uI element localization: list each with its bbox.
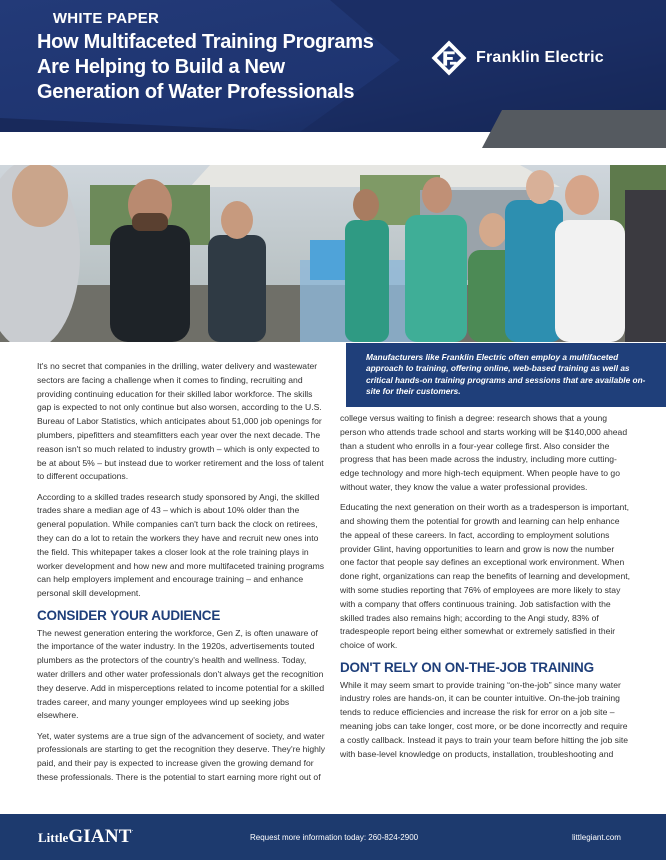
contact-phone: Request more information today: 260-824-2900	[250, 833, 419, 842]
photo-caption: Manufacturers like Franklin Electric often employ a multifaceted approach to training, offering online, web-based training as well as critical hands-on training programs and sessions that are available on-site for their customers.	[346, 343, 666, 407]
page-header	[0, 0, 666, 165]
logo-little: Little	[38, 830, 69, 845]
right-column	[340, 412, 630, 768]
paragraph: According to a skilled trades research study sponsored by Angi, the skilled trades share a median age of 43 – which is about 10% older than the general population. While companies can't turn back the clock on retirees, they can do a lot to retain the workers they have and recruit new ones into the field. This whitepaper takes a closer look at the role training plays in worker development and how new and more multifaceted training programs can help employers implement and encourage training – and enhance personal skill development.	[37, 491, 325, 599]
paragraph: Yet, water systems are a true sign of the advancement of society, and water professionals are starting to get the recognition they deserve. They're highly paid, and their pay is expected to increase given the growing demand for these professionals. There is the potential to start earning more right out of	[37, 730, 326, 783]
page-footer	[0, 814, 666, 860]
little-giant-logo	[38, 826, 134, 848]
paragraph: Educating the next generation on their worth as a tradesperson is important, and showing them the potential for growth and learning can help enhance the appeal of these careers. In fact, according to employment solutions provider Glint, having opportunities to learn and grow is now the number one factor that people say defines an exceptional work environment. When done right, organizations can reap the benefits of learning and development, with some studies reporting that 76% of employees are more likely to stay with a company that offers continuous training. Job satisfaction with the skilled trades also remains high; according to the Angi study, 83% of tradespeople report being either somewhat or extremely satisfied in their choice of work.	[340, 502, 630, 651]
logo-mark: .	[131, 826, 134, 833]
white-paper-tag-shape	[482, 110, 666, 148]
franklin-electric-emblem-icon	[430, 39, 468, 77]
hero-photo	[0, 165, 666, 342]
paragraph: college versus waiting to finish a degree: research shows that a young person who attends trade school and starts working will be $140,000 ahead than a student who enrolls in a four-year college first. Also consider the progress that has been made across the industry, including more cutting-edge technology and more high-tech equipment. When people have to go without water, they know the value a water professional provides.	[340, 413, 628, 492]
franklin-electric-logo	[430, 38, 630, 78]
white-paper-tag: WHITE PAPER	[52, 10, 160, 27]
section-heading: DON'T RELY ON ON-THE-JOB TRAINING	[340, 659, 594, 675]
left-column	[37, 360, 327, 791]
photo-group-training-event-icon	[0, 165, 666, 342]
paragraph: The newest generation entering the workforce, Gen Z, is often unaware of the importance of the water industry. In the 1920s, advertisements touted plumbers as the protectors of the country's health and wellness. Today, water drillers and other water professionals don't always get the recognition they deserve. Add in misperceptions related to income potential for a skilled trades career, and many younger employees wind up seeking jobs elsewhere.	[37, 627, 325, 721]
section-heading: CONSIDER YOUR AUDIENCE	[37, 607, 221, 623]
logo-giant: GIANT	[68, 826, 132, 847]
brand-name: Franklin Electric	[476, 49, 604, 66]
document-title: How Multifaceted Training Programs Are Helping to Build a New Generation of Water Professionals	[37, 31, 374, 103]
paragraph: While it may seem smart to provide training “on-the-job” since many water industry roles are hands-on, it can be counter intuitive. On-the-job training tends to reduce efficiencies and increase the risk for error on a job site – meaning jobs can take longer, cost more, or be done incorrectly and require a costly callback. Instead it pays to train your team before hitting the job site with base-level knowledge on products, installation, troubleshooting and	[340, 679, 629, 759]
website-link[interactable]: littlegiant.com	[572, 833, 621, 842]
paragraph: It's no secret that companies in the drilling, water delivery and wastewater sectors are facing a challenge when it comes to finding, recruiting and providing continuing education for their skilled labor workforce. The skills gap is expected to not only continue but also worsen, according to the U.S. Bureau of Labor Statistics, which anticipates about 51,000 job openings for plumbers, pipefitters and steamfitters each year over the next decade. The reason isn't so much related to industry growth – which is only expected to be at about 5% – but instead due to worker retirement and the loss of talent to different occupations.	[37, 361, 324, 482]
